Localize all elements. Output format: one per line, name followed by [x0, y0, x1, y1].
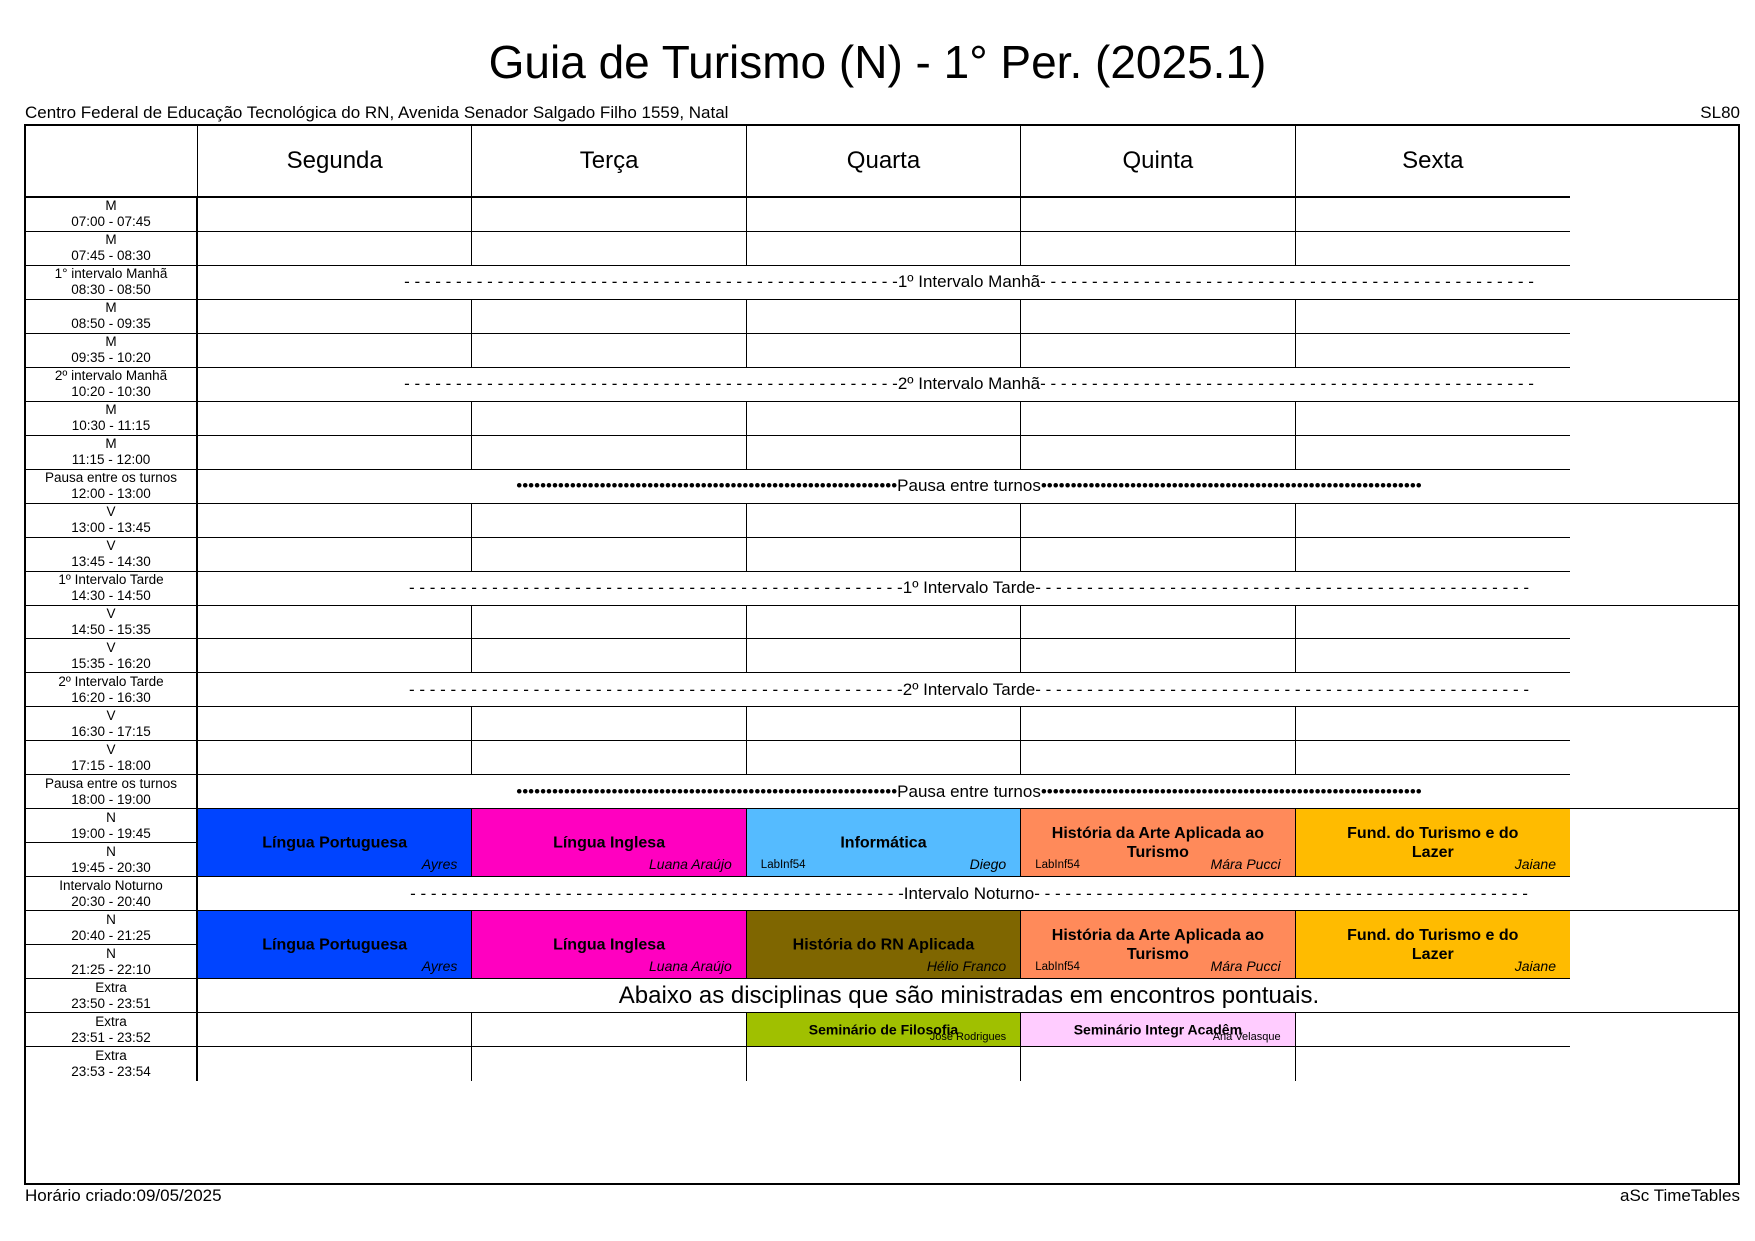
empty-slot-cell[interactable]: [747, 198, 1021, 232]
period-time: 19:00 - 19:45: [71, 825, 151, 841]
empty-slot-cell[interactable]: [198, 402, 472, 436]
empty-slot-cell[interactable]: [472, 300, 746, 334]
empty-slot-cell[interactable]: [747, 1047, 1021, 1081]
period-time: 08:30 - 08:50: [71, 282, 151, 298]
period-label: Pausa entre os turnos: [44, 775, 178, 791]
band-filler-right: ••••••••••••••••••••••••••••••••••••••••••••••••••••••••••••••••: [1040, 476, 1422, 496]
period-time-cell: [26, 979, 198, 1013]
band-filler-left: ••••••••••••••••••••••••••••••••••••••••••••••••••••••••••••••••: [516, 476, 898, 496]
period-label: M: [105, 334, 117, 350]
break-band: [198, 368, 1740, 402]
empty-slot-cell[interactable]: [198, 232, 472, 266]
period-time: 23:53 - 23:54: [71, 1063, 151, 1079]
empty-slot-cell[interactable]: [1021, 300, 1295, 334]
lesson-teacher: Luana Araújo: [649, 856, 732, 873]
period-time-cell: [26, 334, 198, 368]
lesson-subject: História da Arte Aplicada ao Turismo: [1051, 926, 1264, 963]
lesson-room: LabInf54: [760, 859, 806, 872]
empty-slot-cell[interactable]: [1296, 538, 1570, 572]
lesson-teacher: Luana Araújo: [649, 958, 732, 975]
empty-slot-cell[interactable]: [1296, 1013, 1570, 1047]
empty-slot-cell[interactable]: [1021, 402, 1295, 436]
lesson-subject: Seminário Integr Acadêm: [1073, 1021, 1243, 1037]
period-time: 10:30 - 11:15: [71, 418, 151, 434]
lesson-teacher: Mára Pucci: [1210, 856, 1281, 873]
lesson-card[interactable]: [747, 809, 1021, 877]
period-time: 23:51 - 23:52: [71, 1029, 151, 1045]
period-time: 20:40 - 21:25: [71, 927, 151, 943]
break-band: [198, 572, 1740, 606]
period-time-cell: [26, 572, 198, 606]
lesson-teacher: Mára Pucci: [1210, 958, 1281, 975]
empty-slot-cell[interactable]: [472, 1047, 746, 1081]
lesson-subject: História da Arte Aplicada ao Turismo: [1051, 824, 1264, 861]
lesson-room: LabInf54: [1035, 859, 1080, 872]
period-label: 2º Intervalo Tarde: [58, 673, 164, 689]
empty-slot-cell[interactable]: [747, 504, 1021, 538]
empty-slot-cell[interactable]: [198, 198, 472, 232]
period-label: M: [105, 402, 117, 418]
band-filler-left: - - - - - - - - - - - - - - - - - - - - - - - - - - - - - - - - - - - - - - - - - - - - - - - -: [409, 578, 903, 598]
empty-slot-cell[interactable]: [747, 639, 1021, 673]
period-time: 07:00 - 07:45: [71, 214, 151, 230]
period-time: 21:25 - 22:10: [71, 961, 151, 977]
empty-slot-cell[interactable]: [198, 741, 472, 775]
empty-slot-cell[interactable]: [472, 741, 746, 775]
lesson-subject: História do RN Aplicada: [792, 936, 975, 954]
period-time: 10:20 - 10:30: [71, 384, 151, 400]
empty-slot-cell[interactable]: [1296, 741, 1570, 775]
empty-slot-cell[interactable]: [747, 707, 1021, 741]
period-label: M: [105, 436, 117, 452]
period-label: M: [105, 300, 117, 316]
band-filler-left: - - - - - - - - - - - - - - - - - - - - - - - - - - - - - - - - - - - - - - - - - - - - - - - -: [410, 883, 904, 903]
empty-slot-cell[interactable]: [747, 606, 1021, 640]
break-band: [198, 266, 1740, 300]
period-time-cell: [26, 402, 198, 436]
period-label: 1° intervalo Manhã: [54, 266, 168, 282]
day-header-0: Segunda: [198, 126, 472, 198]
empty-slot-cell[interactable]: [198, 1013, 472, 1047]
lesson-teacher: Jaiane: [1514, 856, 1556, 873]
empty-slot-cell[interactable]: [198, 334, 472, 368]
empty-slot-cell[interactable]: [198, 1047, 472, 1081]
period-label: V: [106, 504, 116, 520]
empty-slot-cell[interactable]: [747, 300, 1021, 334]
lesson-card[interactable]: [747, 1013, 1021, 1047]
period-label: Extra: [95, 1047, 127, 1063]
break-label: 2º Intervalo Manhã: [897, 374, 1041, 394]
period-label: Intervalo Noturno: [59, 877, 163, 893]
period-time: 16:20 - 16:30: [71, 689, 151, 705]
period-time-cell: [26, 945, 198, 979]
period-label: N: [106, 809, 116, 825]
empty-slot-cell[interactable]: [1296, 334, 1570, 368]
empty-slot-cell[interactable]: [747, 538, 1021, 572]
empty-slot-cell[interactable]: [198, 538, 472, 572]
lesson-card[interactable]: [747, 911, 1021, 979]
break-label: Pausa entre turnos: [897, 781, 1041, 801]
lesson-card[interactable]: [198, 809, 472, 877]
empty-slot-cell[interactable]: [198, 436, 472, 470]
empty-slot-cell[interactable]: [747, 334, 1021, 368]
period-label: V: [106, 639, 116, 655]
period-label: N: [106, 945, 116, 961]
lesson-teacher: Hélio Franco: [926, 958, 1007, 975]
band-filler-left: - - - - - - - - - - - - - - - - - - - - - - - - - - - - - - - - - - - - - - - - - - - - - - - -: [404, 272, 898, 292]
lesson-card[interactable]: [1021, 1013, 1295, 1047]
software-credit: aSc TimeTables: [1620, 1186, 1740, 1205]
lesson-subject: Língua Inglesa: [553, 936, 666, 954]
empty-slot-cell[interactable]: [1021, 639, 1295, 673]
empty-slot-cell[interactable]: [472, 402, 746, 436]
break-band: [198, 877, 1740, 911]
empty-slot-cell[interactable]: [1296, 232, 1570, 266]
period-time-cell: [26, 911, 198, 945]
period-time: 12:00 - 13:00: [71, 486, 151, 502]
institution-address: Centro Federal de Educação Tecnológica do RN, Avenida Senador Salgado Filho 1559, Natal: [25, 103, 729, 122]
period-label: Extra: [95, 979, 127, 995]
period-label: V: [106, 605, 116, 621]
empty-slot-cell[interactable]: [1296, 504, 1570, 538]
period-label: M: [105, 232, 117, 248]
band-filler-right: - - - - - - - - - - - - - - - - - - - - - - - - - - - - - - - - - - - - - - - - - - - - - - - -: [1035, 578, 1529, 598]
period-time-cell: [26, 707, 198, 741]
lesson-card[interactable]: [1296, 809, 1570, 877]
period-label: V: [106, 707, 116, 723]
period-time: 09:35 - 10:20: [71, 350, 151, 366]
empty-slot-cell[interactable]: [1296, 402, 1570, 436]
empty-slot-cell[interactable]: [747, 232, 1021, 266]
break-label: Pausa entre turnos: [897, 476, 1041, 496]
break-label: Intervalo Noturno: [903, 883, 1035, 903]
band-filler-right: - - - - - - - - - - - - - - - - - - - - - - - - - - - - - - - - - - - - - - - - - - - - - - - -: [1035, 679, 1529, 699]
period-label: 2º intervalo Manhã: [54, 368, 168, 384]
period-time-cell: [26, 606, 198, 640]
empty-slot-cell[interactable]: [472, 1013, 746, 1047]
empty-slot-cell[interactable]: [198, 707, 472, 741]
band-filler-left: ••••••••••••••••••••••••••••••••••••••••••••••••••••••••••••••••: [516, 781, 898, 801]
period-time-cell: [26, 843, 198, 877]
lesson-teacher: Ayres: [421, 856, 458, 873]
period-time-cell: [26, 673, 198, 707]
break-band: [198, 775, 1740, 809]
period-time: 13:45 - 14:30: [71, 554, 151, 570]
day-header-1: Terça: [472, 126, 746, 198]
empty-slot-cell[interactable]: [472, 707, 746, 741]
lesson-teacher: José Rodrigues: [929, 1030, 1007, 1043]
empty-slot-cell[interactable]: [198, 606, 472, 640]
empty-slot-cell[interactable]: [1296, 707, 1570, 741]
band-filler-left: - - - - - - - - - - - - - - - - - - - - - - - - - - - - - - - - - - - - - - - - - - - - - - - -: [409, 679, 903, 699]
period-label: N: [106, 843, 116, 859]
band-filler-right: - - - - - - - - - - - - - - - - - - - - - - - - - - - - - - - - - - - - - - - - - - - - - - - -: [1040, 272, 1534, 292]
period-time: 11:15 - 12:00: [71, 452, 151, 468]
period-time-cell: [26, 198, 198, 232]
lesson-card[interactable]: [1021, 911, 1295, 979]
period-time-cell: [26, 266, 198, 300]
period-time-cell: [26, 775, 198, 809]
period-time-cell: [26, 436, 198, 470]
period-time-cell: [26, 300, 198, 334]
period-time-cell: [26, 809, 198, 843]
break-band: [198, 673, 1740, 707]
empty-slot-cell[interactable]: [1021, 1047, 1295, 1081]
period-time: 19:45 - 20:30: [71, 859, 151, 875]
day-header-4: Sexta: [1296, 126, 1570, 198]
empty-slot-cell[interactable]: [1021, 538, 1295, 572]
empty-slot-cell[interactable]: [1296, 436, 1570, 470]
lesson-room: LabInf54: [1035, 961, 1080, 974]
period-time-cell: [26, 538, 198, 572]
band-filler-right: - - - - - - - - - - - - - - - - - - - - - - - - - - - - - - - - - - - - - - - - - - - - - - - -: [1034, 883, 1528, 903]
empty-slot-cell[interactable]: [198, 504, 472, 538]
empty-slot-cell[interactable]: [747, 741, 1021, 775]
lesson-card[interactable]: [472, 809, 746, 877]
period-label: Extra: [95, 1013, 127, 1029]
empty-slot-cell[interactable]: [1021, 334, 1295, 368]
empty-slot-cell[interactable]: [1021, 198, 1295, 232]
break-label: 2º Intervalo Tarde: [902, 679, 1036, 699]
empty-slot-cell[interactable]: [1296, 300, 1570, 334]
empty-slot-cell[interactable]: [747, 436, 1021, 470]
empty-slot-cell[interactable]: [1296, 639, 1570, 673]
period-label: V: [106, 741, 116, 757]
break-label: 1º Intervalo Manhã: [897, 272, 1041, 292]
empty-slot-cell[interactable]: [1021, 232, 1295, 266]
period-time-cell: [26, 470, 198, 504]
band-filler-right: - - - - - - - - - - - - - - - - - - - - - - - - - - - - - - - - - - - - - - - - - - - - - - - -: [1040, 374, 1534, 394]
empty-slot-cell[interactable]: [1021, 707, 1295, 741]
period-time: 17:15 - 18:00: [71, 757, 151, 773]
period-time: 07:45 - 08:30: [71, 248, 151, 264]
lesson-card[interactable]: [1021, 809, 1295, 877]
lesson-teacher: Diego: [969, 856, 1007, 873]
period-time: 08:50 - 09:35: [71, 316, 151, 332]
lesson-card[interactable]: [472, 911, 746, 979]
day-header-3: Quinta: [1021, 126, 1295, 198]
lesson-teacher: Jaiane: [1514, 958, 1556, 975]
period-time: 14:50 - 15:35: [71, 621, 151, 637]
empty-slot-cell[interactable]: [472, 198, 746, 232]
empty-slot-cell[interactable]: [1021, 741, 1295, 775]
period-time: 15:35 - 16:20: [71, 655, 151, 671]
period-time: 13:00 - 13:45: [71, 520, 151, 536]
period-time-cell: [26, 1013, 198, 1047]
timetable-grid: [24, 124, 1740, 1185]
lesson-teacher: Ayres: [421, 958, 458, 975]
period-label: Pausa entre os turnos: [44, 470, 178, 486]
break-label: 1º Intervalo Tarde: [902, 578, 1036, 598]
period-time-cell: [26, 741, 198, 775]
page-title: Guia de Turismo (N) - 1° Per. (2025.1): [488, 36, 1267, 88]
period-time: 16:30 - 17:15: [71, 723, 151, 739]
lesson-subject: Língua Inglesa: [553, 834, 666, 852]
day-header-2: Quarta: [747, 126, 1021, 198]
lesson-subject: Língua Portuguesa: [262, 936, 408, 954]
empty-slot-cell[interactable]: [472, 538, 746, 572]
period-time-cell: [26, 232, 198, 266]
lesson-subject: Fund. do Turismo e do Lazer: [1347, 926, 1519, 963]
empty-slot-cell[interactable]: [747, 402, 1021, 436]
period-time: 18:00 - 19:00: [71, 791, 151, 807]
lesson-subject: Língua Portuguesa: [262, 834, 408, 852]
extra-notice-band: Abaixo as disciplinas que são ministradas em encontros pontuais.: [198, 979, 1740, 1013]
period-label: M: [105, 198, 117, 214]
empty-slot-cell[interactable]: [472, 606, 746, 640]
period-time-cell: [26, 368, 198, 402]
period-time: 23:50 - 23:51: [71, 995, 151, 1011]
period-time: 20:30 - 20:40: [71, 893, 151, 909]
period-label: N: [106, 911, 116, 927]
period-time-cell: [26, 639, 198, 673]
empty-slot-cell[interactable]: [198, 639, 472, 673]
period-label: 1º Intervalo Tarde: [58, 572, 164, 588]
lesson-teacher: Ana Velasque: [1212, 1030, 1281, 1043]
period-time-cell: [26, 877, 198, 911]
lesson-card[interactable]: [198, 911, 472, 979]
band-filler-right: ••••••••••••••••••••••••••••••••••••••••••••••••••••••••••••••••: [1040, 781, 1422, 801]
created-date: Horário criado:09/05/2025: [25, 1186, 222, 1205]
empty-slot-cell[interactable]: [1296, 198, 1570, 232]
empty-slot-cell[interactable]: [472, 232, 746, 266]
empty-slot-cell[interactable]: [1021, 436, 1295, 470]
empty-slot-cell[interactable]: [198, 300, 472, 334]
empty-slot-cell[interactable]: [472, 639, 746, 673]
period-time-cell: [26, 504, 198, 538]
period-time-cell: [26, 1047, 198, 1081]
empty-slot-cell[interactable]: [472, 504, 746, 538]
period-label: V: [106, 538, 116, 554]
band-filler-left: - - - - - - - - - - - - - - - - - - - - - - - - - - - - - - - - - - - - - - - - - - - - - - - -: [404, 374, 898, 394]
lesson-subject: Informática: [840, 834, 927, 852]
empty-slot-cell[interactable]: [472, 334, 746, 368]
empty-slot-cell[interactable]: [1021, 504, 1295, 538]
empty-slot-cell[interactable]: [472, 436, 746, 470]
lesson-card[interactable]: [1296, 911, 1570, 979]
room-code: SL80: [1700, 103, 1740, 122]
empty-slot-cell[interactable]: [1296, 606, 1570, 640]
period-time: 14:30 - 14:50: [71, 588, 151, 604]
header-corner-cell: [26, 126, 198, 198]
empty-slot-cell[interactable]: [1021, 606, 1295, 640]
empty-slot-cell[interactable]: [1296, 1047, 1570, 1081]
lesson-subject: Fund. do Turismo e do Lazer: [1347, 824, 1519, 861]
break-band: [198, 470, 1740, 504]
lesson-subject: Seminário de Filosofia: [808, 1021, 959, 1037]
